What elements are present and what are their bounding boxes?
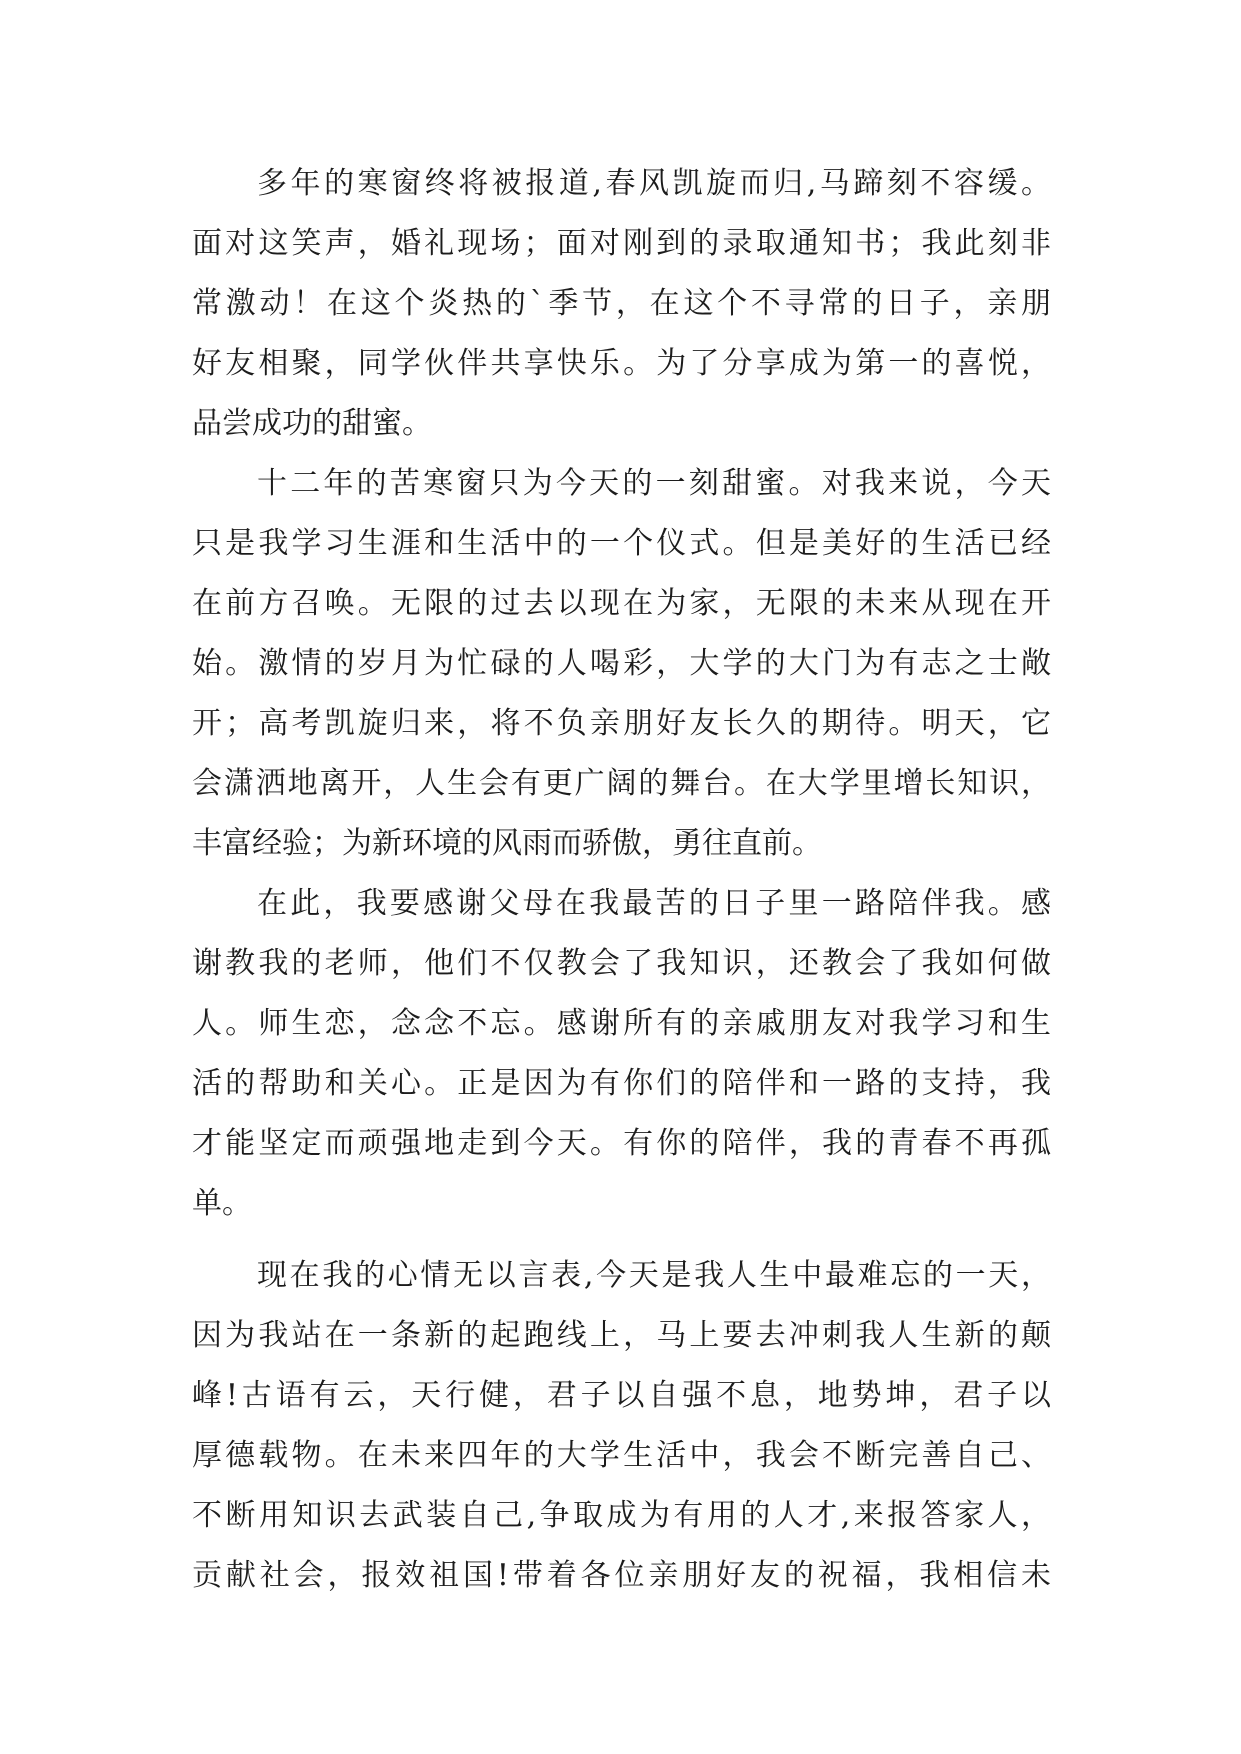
paragraph-3 xyxy=(192,874,1051,1234)
paragraph-4 xyxy=(192,1246,1051,1606)
text-line: 贡献社会，报效祖国!带着各位亲朋好友的祝福，我相信未 xyxy=(192,1558,1051,1593)
text-line: 多年的寒窗终将被报道,春风凯旋而归,马蹄刻不容缓。 xyxy=(257,166,1051,201)
text-line: 在前方召唤。无限的过去以现在为家，无限的未来从现在开 xyxy=(192,586,1051,621)
text-line: 十二年的苦寒窗只为今天的一刻甜蜜。对我来说，今天 xyxy=(257,466,1051,501)
text-line: 会潇洒地离开，人生会有更广阔的舞台。在大学里增长知识， xyxy=(192,766,1051,801)
text-line: 因为我站在一条新的起跑线上，马上要去冲刺我人生新的颠 xyxy=(192,1318,1051,1353)
text-line: 在此，我要感谢父母在我最苦的日子里一路陪伴我。感 xyxy=(257,886,1051,921)
text-line: 活的帮助和关心。正是因为有你们的陪伴和一路的支持，我 xyxy=(192,1066,1051,1101)
text-line: 人。师生恋，念念不忘。感谢所有的亲戚朋友对我学习和生 xyxy=(192,1006,1051,1041)
paragraph-1 xyxy=(192,154,1051,454)
text-line: 始。激情的岁月为忙碌的人喝彩，大学的大门为有志之士敞 xyxy=(192,646,1051,681)
text-line: 不断用知识去武装自己,争取成为有用的人才,来报答家人， xyxy=(192,1498,1051,1533)
text-line: 厚德载物。在未来四年的大学生活中，我会不断完善自己、 xyxy=(192,1438,1051,1473)
document-body xyxy=(192,154,1051,1606)
text-line: 丰富经验；为新环境的风雨而骄傲，勇往直前。 xyxy=(192,826,822,861)
text-line: 峰!古语有云，天行健，君子以自强不息，地势坤，君子以 xyxy=(192,1378,1051,1413)
text-line: 只是我学习生涯和生活中的一个仪式。但是美好的生活已经 xyxy=(192,526,1051,561)
text-line: 谢教我的老师，他们不仅教会了我知识，还教会了我如何做 xyxy=(192,946,1051,981)
text-line: 品尝成功的甜蜜。 xyxy=(192,406,432,441)
text-line: 好友相聚，同学伙伴共享快乐。为了分享成为第一的喜悦， xyxy=(192,346,1051,381)
text-line: 常激动！在这个炎热的`季节，在这个不寻常的日子，亲朋 xyxy=(192,286,1051,321)
text-line: 单。 xyxy=(192,1186,252,1221)
text-line: 开；高考凯旋归来，将不负亲朋好友长久的期待。明天，它 xyxy=(192,706,1051,741)
text-line: 才能坚定而顽强地走到今天。有你的陪伴，我的青春不再孤 xyxy=(192,1126,1051,1161)
paragraph-2 xyxy=(192,454,1051,874)
text-line: 面对这笑声，婚礼现场；面对刚到的录取通知书；我此刻非 xyxy=(192,226,1051,261)
text-line: 现在我的心情无以言表,今天是我人生中最难忘的一天， xyxy=(257,1258,1051,1293)
